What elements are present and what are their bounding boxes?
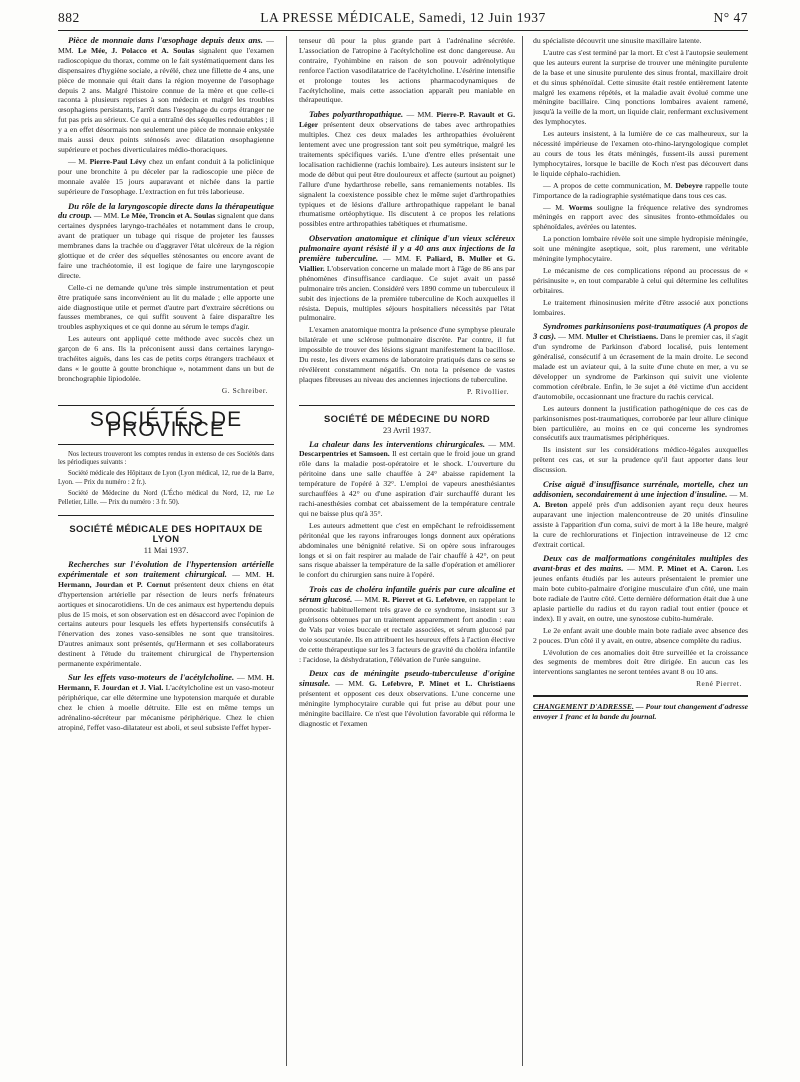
paragraph: , en rappelant le pronostic habituellement très grave de ce syndrome, insistent sur 3 guérisons obtenues par un traitement apparemment fort anodin : eau de Vals par voies buccale et rectale associées, et sérum glucosé par voie souscutanée. Ils en attribuent les heureux effets à l'action élective de cette thérapeutique sur les 3 facteurs de gravité du choléra infantile : l'acidose, la déshydratation, l'élévation de l'urée sanguine. <box>299 595 515 664</box>
page-header <box>58 10 748 30</box>
article-title: Deux cas de malformations congénitales multiples des avant-bras et des mains. <box>533 553 748 574</box>
paragraph: présentent et opposent ces deux observations. L'une concerne une méningite lymphocytaire curable qui fut prise au début pour une méningite bacillaire. Ce n'est que l'évolution favorable qui réforma le diagnostic et l'examen <box>299 689 515 728</box>
article-authors: Worms <box>568 202 593 212</box>
column-divider <box>522 36 523 1066</box>
article-authors: Le Mée, J. Polacco et A. Soulas <box>78 45 195 55</box>
paragraph-text: chez un enfant conduit à la policlinique pour une bronchite à pu déceler par la radioscopie une pièce de monnaie avalée 15 jours auparavant et nichée dans la partie supérieure de l'œsophage. L'extraction en fut très laborieuse. <box>58 156 274 196</box>
article <box>299 669 515 728</box>
paragraph: Dans le premier cas, il s'agit d'un syndrome de Parkinson d'abord localisé, puis lentement généralisé, consécutif à un écrasement de la main droite. Le second malade est un aviateur qui, à la suite d'une chute en mer, a vu se développer un syndrome de Parkinson qui suivit une violente commotion cérébrale. Enfin, le 3e sujet a été victime d'un accident d'automobile, occasionnant une fracture du rachis cervical. <box>533 332 748 401</box>
notice-text: — Pour tout changement d'adresse envoyer 1 franc et la bande du journal. <box>533 702 748 722</box>
paragraph: L'évolution de ces anomalies doit être surveillée et la croissance des segments de membres doit être dirigée. En aucun cas les interventions sanglantes ne seront tentées avant 8 ou 10 ans. <box>533 647 748 677</box>
article-title: Du rôle de la laryngoscopie directe dans la thérapeutique du croup. <box>58 200 274 221</box>
article <box>299 585 515 664</box>
paragraph: du spécialiste découvrit une sinusite maxillaire latente. <box>533 36 702 45</box>
article-authors: Descarpentries et Samsoen. <box>299 449 390 459</box>
article-title: Recherches sur l'évolution de l'hypertension artérielle expérimentale et son traitement chirurgical. <box>58 559 274 579</box>
paragraph: Les auteurs admettent que c'est en empêchant le refroidissement péritonéal que les rayons infrarouges longs donnent aux opérations abdominales une bénignité relative. Si on opère sous infrarouges longs et si on fait respirer au malade de l'air chauffé à 42°, on peut sans risque abaisser la température de la salle d'opération et améliorer le confort du chirurgien sans nuire à l'opéré. <box>299 520 515 580</box>
paragraph: Le traitement rhinosinusien mérite d'être associé aux ponctions lombaires. <box>533 297 748 317</box>
session-date: 11 Mai 1937. <box>143 546 189 556</box>
notice-title: CHANGEMENT D'ADRESSE. <box>533 702 634 712</box>
article-authors: Muller et Christiaens. <box>585 332 659 342</box>
article-authors: P. Minet et A. Caron. <box>657 564 734 574</box>
reference-lyon: Société médicale des Hôpitaux de Lyon (Lyon médical, 12, rue de la Barre, Lyon. — Prix du numéro : 2 fr.). <box>58 470 274 486</box>
article-title: Syndromes parkinsoniens post-traumatiques (A propos de 3 cas). <box>533 321 748 342</box>
column-2 <box>299 36 515 1072</box>
dash: — MM. <box>352 595 383 605</box>
article-authors: F. Paliard, B. Muller et G. Viallier. <box>299 254 515 273</box>
article-title: Observation anatomique et clinique d'un vieux scléreux pulmonaire ayant résisté il y a 40 ans aux injections de la première tuberculine. <box>299 233 515 264</box>
article-authors: H. Hermann, Jourdan et P. Cornut <box>58 569 274 589</box>
paragraph <box>533 203 748 233</box>
article-authors: Pierre-Paul Lévy <box>89 156 147 166</box>
signature: René Pierret. <box>696 679 742 689</box>
dash: — MM. <box>91 211 122 221</box>
article-title: Sur les effets vaso-moteurs de l'acétylcholine. <box>68 672 235 682</box>
dash: — M. <box>727 489 748 499</box>
paragraph <box>58 157 274 197</box>
paragraph <box>533 181 748 201</box>
paragraph: L'acétylcholine est un vaso-moteur périphérique, car elle détermine une hypotension marquée et durable chez le chien à moelle détruite. Elle est en même temps un adrénalino-sécréteur par mécanisme périphérique. Chez le chien atropiné, l'effet vaso-dilatateur est aboli, et seul subsiste l'effet hyper- <box>58 682 274 732</box>
dash: — MM. <box>330 679 369 689</box>
dash: — MM. <box>234 673 267 682</box>
article-title: La chaleur dans les interventions chirurgicales. <box>309 438 486 449</box>
article-title: Tabes polyarthropathique. <box>309 109 404 120</box>
issue-number: N° 47 <box>713 10 748 25</box>
paragraph: Le 2e enfant avait une double main bote radiale avec absence des 2 pouces. D'un côté il y avait, en outre, absence complète du radius. <box>533 625 748 645</box>
article <box>299 440 515 519</box>
paragraph: présentent deux observations de tabes avec arthropathies multiples. Chez ces deux malades les arthropathies évoluèrent lentement avec une progression tant soit peu symétrique, malgré les traitements spécifiques variés. L'une d'entre elles présentait une localisation rachidienne (rachis lombaire). Les auteurs insistent sur le mode de début qui peut être douloureux et affecte (surtout au poignet) l'allure d'une hydarthrose rebelle, sans remaniements notables. Ils signalent la coexistence possible chez le même sujet d'arthropathies typiques et de lésions d'allure arthropathique rappelant le banal rhumatisme ortéophytique. Ils discutent à ce propos les relations possibles entre arthropathies tabétiques et rhumatisme. <box>299 120 515 229</box>
article-authors: H. Hermann, F. Jourdan et J. Vial. <box>58 673 274 692</box>
dash: — MM. <box>403 110 437 120</box>
article <box>299 110 515 229</box>
paragraph: La ponction lombaire révèle soit une simple hydropisie méningée, soit une méningite aseptique, soit, plus rarement, une véritable méningite lymphocytaire. <box>533 234 748 264</box>
paragraph: appelé près d'un addisonien ayant reçu deux heures auparavant une injection malencontreuse de 20 unités d'insuline assiste à l'apparition d'un coma, suivi de mort à la 18e heure, malgré la cure de rechlorurations et l'injection intraveineuse de 12 cmc d'extrait cortical. <box>533 499 748 549</box>
paragraph: L'examen anatomique montra la présence d'une symphyse pleurale bilatérale et une sclérose pulmonaire discrète. Par contre, il fut impossible de trouver des lésions signant manifestement la bacillose. Du reste, les divers examens de laboratoire pratiqués dans ce sens se révélèrent constamment négatifs. On nota la présence de vastes plaques fibreuses au niveau des anciennes injections de tuberculine. <box>299 325 515 384</box>
article-title: Pièce de monnaie dans l'œsophage depuis deux ans. <box>68 36 263 45</box>
article-authors: A. Breton <box>533 499 568 509</box>
paragraph: signalent que l'examen radioscopique du thorax, comme on le fait systématiquement dans les dispensaires d'hygiène sociale, a révélé, chez une fillette de 4 ans, une pièce de monnaie qui était dans la région moyenne de l'œsophage depuis 2 ans. Malgré l'histoire connue de la mère et que celle-ci raconta à plusieurs reprises à son médecin et malgré les troubles œsophagiens persistants, l'arrêt dans l'œsophage du corps étranger ne fut pas pris au sérieux. Ce qui a entraîné des séquelles redoutables ; il y a en effet désormais non seulement une pièce de monnaie enkystée mais aussi deux points sténosés avec dilatation œsophagienne supérieure et poches diverticulaires médio-thoraciques. <box>58 45 274 154</box>
column-divider <box>286 36 287 1066</box>
article <box>58 673 274 732</box>
article <box>299 234 515 323</box>
page-number: 882 <box>58 10 80 25</box>
address-change-notice <box>533 695 748 722</box>
paragraph-text: — A propos de cette communication, M. <box>543 180 676 190</box>
column-1 <box>58 36 274 1072</box>
paragraph: L'observation concerne un malade mort à l'âge de 86 ans par phénomènes d'insuffisance cardiaque. Ce sujet avait un passé pulmonaire très ancien. Considéré vers 1890 comme un tuberculeux il subit des injections de la première tuberculine de Koch auxquelles il résista. Depuis, multiples séjours hospitaliers nécessités par l'état pulmonaire. <box>299 263 515 323</box>
session-date: 23 Avril 1937. <box>383 425 431 435</box>
article-title: Trois cas de choléra infantile guéris par cure alcaline et sérum glucosé. <box>299 584 515 605</box>
section-title: SOCIÉTÉS DE PROVINCE <box>58 405 274 445</box>
journal-title: LA PRESSE MÉDICALE, Samedi, 12 Juin 1937 <box>260 10 546 25</box>
signature: G. Schreiber. <box>221 385 268 395</box>
article-title: Crise aiguë d'insuffisance surrénale, mortelle, chez un addisonien, secondairement à une injection d'insuline. <box>533 479 748 499</box>
paragraph: Les jeunes enfants étudiés par les auteurs présentaient le premier une main bote cubito-palmaire d'origine musculaire d'un côté, une main bote radiale de l'autre côté. Cette dernière déformation était due à une aplasie partielle du radius et du rayon radial tout entier (pouce et index). Il y avait, en outre, une synostose cubito-humérale. <box>533 564 748 623</box>
paragraph: L'autre cas s'est terminé par la mort. Et c'est à l'autopsie seulement que les auteurs eurent la surprise de trouver une méningite purulente de la base et une sinusite purulente des sinus frontal, maxillaire droit et du sinus sphénoïdal. Cette sinusite était restée entièrement latente malgré les examens répétés, et la maladie avait évolué comme une méningite bacillaire. Cinq ponctions lombaires avaient ramené, jusqu'à la veille de la mort, un liquide clair, renfermant exclusivement des lymphocytes. <box>533 47 748 127</box>
article <box>58 36 274 155</box>
article-authors: Pierre-P. Ravault et G. Léger <box>299 110 515 130</box>
paragraph: Ils insistent sur les considérations médico-légales auxquelles prêtent ces cas, et sur la prudence qu'il faut apporter dans leur discussion. <box>533 445 748 475</box>
article <box>533 322 748 401</box>
dash: — MM. <box>485 439 515 449</box>
paragraph: Les auteurs donnent la justification pathogénique de ces cas de parkinsonismes post-traumatiques, corroborée par leur allure clinique bien particulière, au moins en ce qui concerne les syndromes consécutifs aux traumatismes périphériques. <box>533 403 748 443</box>
dash: — MM. <box>58 36 274 55</box>
article <box>533 554 748 623</box>
paragraph: Le mécanisme de ces complications répond au processus de « périsinusite », en tout comparable à celui qui détermine les cellulites orbitaires. <box>533 265 748 295</box>
paragraph: Les auteurs ont appliqué cette méthode avec succès chez un garçon de 6 ans. Ils la préconisent aussi dans certaines laryngo-trachéites aiguës, dans les cas de petits corps étrangers trachéaux et dans « le goutte à goutte bronchique », notamment dans un but de bronchographie lipiodolée. <box>58 334 274 383</box>
paragraph: tenseur dû pour la plus grande part à l'adrénaline sécrétée. L'association de l'atropine à l'acétylcholine est donc dangereuse. Au contraire, l'yohimbine en raison de son pouvoir adrénolytique renforce l'action vasodilatatrice de l'acétylcholine. L'ésérine intensifie et prolonge toutes les actions pharmacodynamiques de l'acétylcholine, mais cette association apparaît peu maniable en thérapeutique. <box>299 36 515 105</box>
paragraph: Il est certain que le froid joue un grand rôle dans la maladie post-opératoire et le shock. L'ouverture du péritoine dans une salle chauffée à 24° abaisse rapidement la température de l'opéré à 32°. L'emploi de vapeurs anesthésiantes surchauffées à 42° ou d'une aspiration d'air surchauffé durant les rachi-anesthésies combat cet abaissement de la température centrale qui ne baisse plus qu'à 35°. <box>299 449 515 518</box>
signature: P. Rivollier. <box>466 386 509 396</box>
article-authors: G. Lefebvre, P. Minet et L. Christiaens <box>368 679 515 689</box>
dash: — M. <box>68 156 90 166</box>
paragraph: Celle-ci ne demande qu'une très simple instrumentation et peut être pratiquée sans inconvénient au lit du malade ; elle apporte une aide diagnostique utile et permet d'autre part d'extraire sécrétions ou fausses membranes, ce qui suffit souvent à faire disparaître les troubles asphyxiques et ce qui donne au sérum le temps d'agir. <box>58 282 274 332</box>
article <box>58 560 274 669</box>
article-authors: Debeyre <box>675 180 703 190</box>
society-title: SOCIÉTÉ MÉDICALE DES HOPITAUX DE LYON <box>58 515 274 544</box>
column-3 <box>533 36 748 1072</box>
dash: — MM. <box>378 254 416 264</box>
paragraph-text: — M. <box>543 202 569 212</box>
article <box>533 480 748 549</box>
dash: — MM. <box>623 564 658 574</box>
section-intro: Nos lecteurs trouveront les comptes rendus in extenso de ces Sociétés dans les périodiques suivants : <box>58 450 274 467</box>
dash: — MM. <box>556 332 586 342</box>
paragraph-text: souligne la fréquence relative des syndromes méningés en rapport avec des sinusites fronto-ethmoïdales ou sphénoïdales, avérées ou latentes. <box>533 202 748 232</box>
paragraph-text: rappelle toute l'importance de la radiographie systématique dans tous ces cas. <box>533 180 748 200</box>
article-authors: Le Mée, Troncin et A. Soulas <box>121 211 216 221</box>
dash: — MM. <box>226 569 267 579</box>
reference-nord: Société de Médecine du Nord (L'Écho médical du Nord, 12, rue Le Pelletier, Lille. — Prix du numéro : 3 fr. 50). <box>58 489 274 506</box>
society-title: SOCIÉTÉ DE MÉDECINE DU NORD <box>299 405 515 424</box>
article-title: Deux cas de méningite pseudo-tuberculeuse d'origine sinusale. <box>299 668 515 689</box>
paragraph: présentent deux chiens en état d'hypertension artérielle par résection de leurs nerfs frénateurs aortiques et sinocarotidiens. Un de ces animaux est hypertendu depuis plus de 15 mois, et son observation est en désaccord avec l'opinion de certains auteurs pour lesquels les effets hypertensifs consécutifs à l'énervation des zones vaso-sensibles ne sont que transitoires. D'autres animaux sont présentés, qu'Hermann et ses collaborateurs destinent à l'étude du traitement chirurgical de l'hypertension permanente expérimentale. <box>58 579 274 669</box>
article <box>58 202 274 281</box>
paragraph: Les auteurs insistent, à la lumière de ce cas malheureux, sur la nécessité impérieuse de l'examen oto-rhino-laryngologique complet au cours de tous les états méningés, fussent-ils aussi purement lymphocytaires, lorsque le bacille de Koch n'est pas découvert dans le liquide céphalo-rachidien. <box>533 129 748 178</box>
article-authors: R. Pierret et G. Lefebvre <box>382 595 465 605</box>
paragraph: signalent que dans certaines dyspnées laryngo-trachéales et notamment dans le croup, avant de pratiquer un tubage qui risque de projeter les fausses membranes dans la trachée ou d'aggraver l'état ulcéreux de la région glottique et de créer des séquelles sténosantes ou encore avant de faire une trachéotomie, il est logique de faire une laryngoscopie directe. <box>58 211 274 280</box>
header-rule <box>58 30 748 31</box>
